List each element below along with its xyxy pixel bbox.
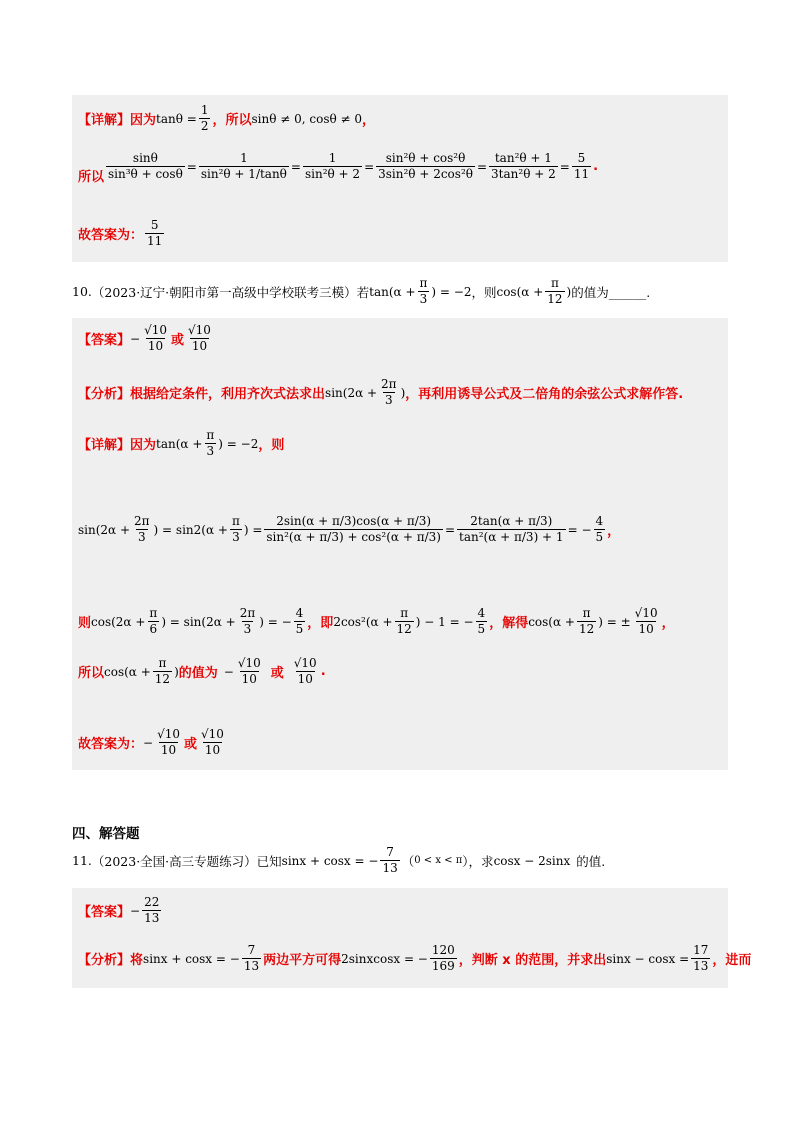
eq-frac-tan: $\frac{2\tan(\alpha + \pi/3)}{\text{tan²(α + π/3) + 1}}$ bbox=[459, 514, 564, 544]
answer-tag: 【答案】 bbox=[78, 333, 131, 348]
question-source: （2023·全国·高三专题练习）已知 bbox=[91, 853, 282, 869]
q9-equation-line: 所以 $\frac{\sin\theta}{\text{sin³θ + cosθ}}$ = $\frac{1}{\text{sin²θ + 1/tanθ}}$ = $\frac{1}{\text{sin²θ + 2}}$ = $\frac{\text{sin²θ + cos²θ}}{\text{3sin²θ + 2cos²θ}}$ = $\frac{\text{tan²θ + 1}}{\text{3tan²θ + 2}}$ = $\frac{5}{11}$ . bbox=[78, 151, 599, 185]
q10-final-answer: 故答案为： − $\frac{√10}{10}$ 或 $\frac{√10}{10}$ bbox=[78, 727, 224, 757]
q11-question: 11. （2023·全国·高三专题练习）已知 sinx + cosx = − $\frac{7}{13}$ （ 0 < x < π ），求 cosx − 2sinx 的值. bbox=[72, 845, 606, 875]
tan-condition: tanθ = bbox=[156, 111, 197, 126]
eq-frac-5: $\frac{\text{tan²θ + 1}}{\text{3tan²θ + 2}}$ bbox=[491, 151, 556, 181]
q9-detail-line: 【详解】 因为 tanθ = $\frac{1}{2}$ ，所以 sinθ ≠ 0, cosθ ≠ 0 ， bbox=[78, 103, 376, 133]
eq-frac-2: $\frac{1}{\text{sin²θ + 1/tanθ}}$ bbox=[200, 151, 287, 181]
question-source: （2023·辽宁·朝阳市第一高级中学校联考三模）若 bbox=[91, 284, 370, 300]
analysis-tag: 【分析】 bbox=[78, 387, 131, 402]
question-number: 10. bbox=[72, 284, 92, 299]
q11-analysis-line: 【分析】 将 sinx + cosx = − $\frac{7}{13}$ 两边平方可得 2sinxcosx = − $\frac{120}{169}$ ，判断 x 的范围，并求出 sinx − cosx = $\frac{17}{13}$ ，进而 bbox=[78, 943, 752, 973]
eq-frac-3: $\frac{1}{\text{sin²θ + 2}}$ bbox=[304, 151, 361, 181]
q10-derivation-line: 则 cos(2α + $\frac{\pi}{6}$ ) = sin(2α + $\frac{2\pi}{3}$ ) = − $\frac{4}{5}$ ，即 2cos²(α + $\frac{\pi}{12}$ ) − 1 = − $\frac{4}{5}$ ，解得 cos(α + $\frac{\pi}{12}$ ) = ± $\frac{√10}{10}$ ， bbox=[78, 606, 675, 636]
eq-frac-6: $\frac{5}{11}$ bbox=[573, 151, 590, 181]
eq-frac-4: $\frac{\text{sin²θ + cos²θ}}{\text{3sin²θ + 2cos²θ}}$ bbox=[378, 151, 473, 181]
question-ask: 的值为______. bbox=[571, 284, 651, 300]
question-number: 11. bbox=[72, 853, 92, 868]
eq-frac-1: $\frac{\sin\theta}{\text{sin³θ + cosθ}}$ bbox=[108, 151, 183, 181]
half-fraction: $\frac{1}{2}$ bbox=[200, 103, 209, 133]
answer-fraction: $\frac{5}{11}$ bbox=[147, 218, 163, 248]
q10-conclusion-line: 所以 cos(α + $\frac{\pi}{12}$ ) 的值为 − $\frac{√10}{10}$ 或 $\frac{√10}{10}$ . bbox=[78, 656, 326, 686]
q10-detail-line: 【详解】 因为 tan(α + $\frac{\pi}{3}$ ) = −2 ，则 bbox=[78, 428, 285, 458]
q10-question: 10. （2023·辽宁·朝阳市第一高级中学校联考三模）若 tan(α + $\frac{\pi}{3}$ ) = −2 ，则 cos(α + $\frac{\pi}{12}$ ) 的值为______. bbox=[72, 276, 651, 306]
q11-answer-line: 【答案】 − $\frac{22}{13}$ bbox=[78, 895, 160, 925]
answer-label: 故答案为： bbox=[78, 228, 144, 243]
answer-tag: 【答案】 bbox=[78, 905, 131, 920]
q10-equation-line: sin(2α + $\frac{2\pi}{3}$ ) = sin2(α + $\frac{\pi}{3}$ ) = $\frac{2\sin(\alpha + \pi/3)\cos(\alpha + \pi/3)}{\text{sin²(α + π/3) + cos²(α + π/3)}}$ = $\frac{2\tan(\alpha + \pi/3)}{\text{tan²(α + π/3) + 1}}$ = − $\frac{4}{5}$ ， bbox=[78, 514, 621, 544]
because-text: 因为 bbox=[130, 113, 157, 128]
answer-label: 故答案为： bbox=[78, 737, 144, 752]
nonzero-condition: sinθ ≠ 0, cosθ ≠ 0 bbox=[251, 111, 363, 126]
analysis-tag: 【分析】 bbox=[78, 953, 131, 968]
section-heading: 四、解答题 bbox=[72, 826, 140, 842]
q10-answer-line: 【答案】 − $\frac{√10}{10}$ 或 $\frac{√10}{10}$ bbox=[78, 323, 211, 353]
eq-frac-sin: $\frac{2\sin(\alpha + \pi/3)\cos(\alpha + \pi/3)}{\text{sin²(α + π/3) + cos²(α + π/3)}}$ bbox=[266, 514, 441, 544]
q10-analysis-line: 【分析】 根据给定条件，利用齐次式法求出 sin(2α + $\frac{2\pi}{3}$ ) ，再利用诱导公式及二倍角的余弦公式求解作答. bbox=[78, 377, 684, 407]
so-text: ，所以 bbox=[212, 113, 252, 128]
q9-answer-line bbox=[78, 218, 166, 249]
so-text: 所以 bbox=[78, 170, 105, 185]
detail-tag: 【详解】 bbox=[78, 113, 131, 128]
detail-tag: 【详解】 bbox=[78, 438, 131, 453]
